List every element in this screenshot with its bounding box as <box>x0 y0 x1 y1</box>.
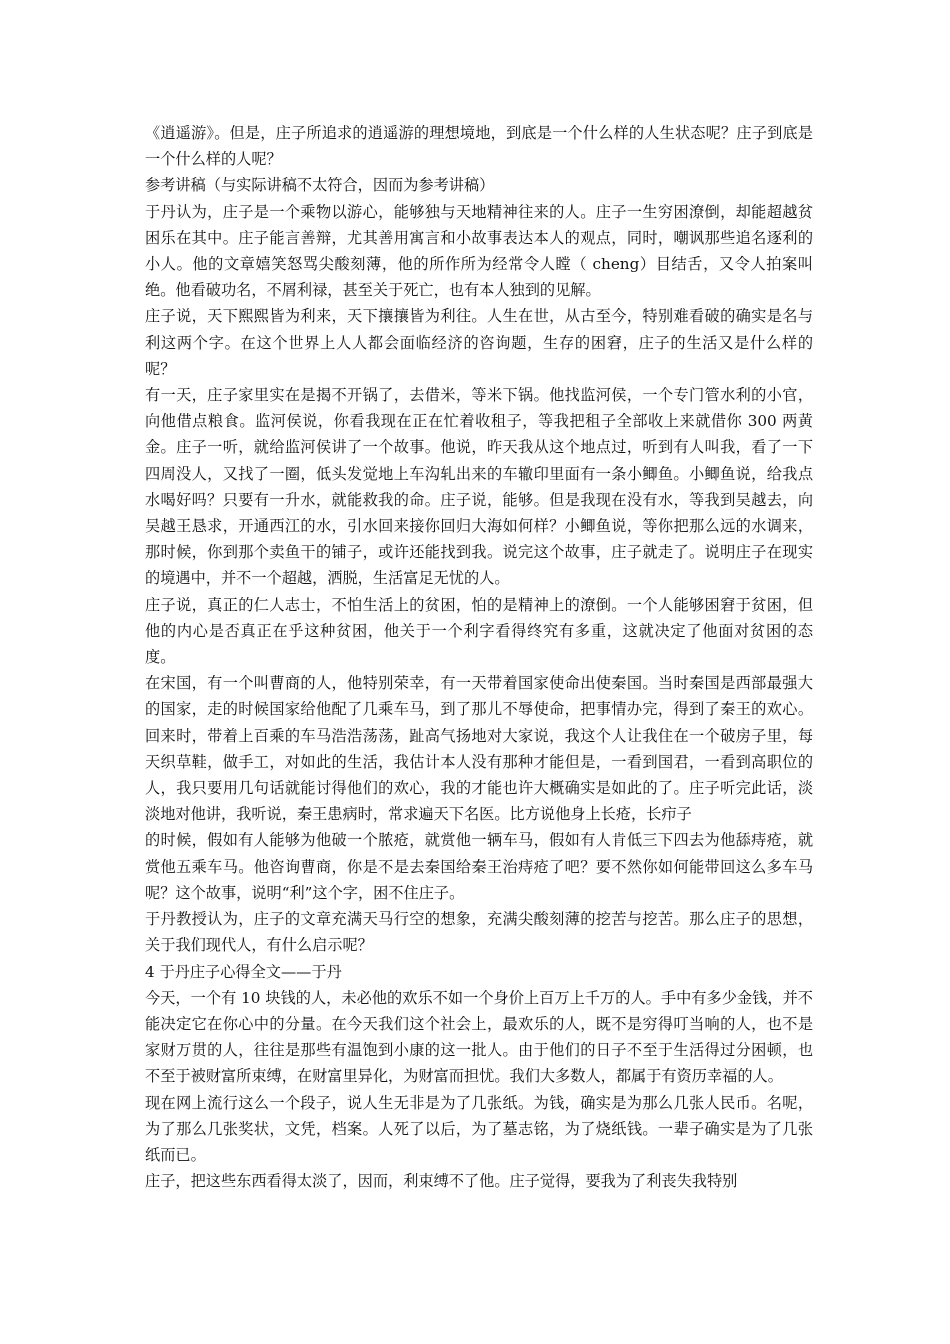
document-body <box>145 120 813 1194</box>
paragraph-fame-and-profit: 庄子说，天下熙熙皆为利来，天下攘攘皆为利往。人生在世，从古至今，特别难看破的确实是名与利这两个字。在这个世界上人人都会面临经济的咨询题，生存的困窘，庄子的生活又是什么样的呢？ <box>145 307 813 378</box>
paragraph-reference-note: 参考讲稿（与实际讲稿不太符合，因而为参考讲稿） <box>145 176 495 195</box>
paragraph-modern-inspiration: 于丹教授认为，庄子的文章充满天马行空的想象，充满尖酸刻薄的挖苦与挖苦。那么庄子的思想，关于我们现代人，有什么启示呢？ <box>145 910 813 955</box>
paragraph-cao-shang-story: 在宋国，有一个叫曹商的人，他特别荣幸，有一天带着国家使命出使秦国。当时秦国是西部最强大的国家，走的时候国家给他配了几乘车马，到了那儿不辱使命，把事情办完，得到了秦王的欢心。回来时，带着上百乘的车马浩浩荡荡，趾高气扬地对大家说，我这个人让我住在一个破房子里，每天织草鞋，做手工，对如此的生活，我估计本人没有那种才能但是，一看到国君，一看到高职位的人，我只要用几句话就能讨得他们的欢心，我的才能也许大概确实是如此的了。庄子听完此话，淡淡地对他讲，我听说，秦王患病时，常求遍天下名医。比方说他身上长疮，长疖子 <box>145 674 813 824</box>
paragraph-cao-shang-continued: 的时候，假如有人能够为他破一个脓疮，就赏他一辆车马，假如有人肯低三下四去为他舔痔疮，就赏他五乘车马。他咨询曹商，你是不是去秦国给秦王治痔疮了吧？要不然你如何能带回这么多车马呢？这个故事，说明“利”这个字，困不住庄子。 <box>145 831 813 902</box>
paragraph-pieces-of-paper: 现在网上流行这么一个段子，说人生无非是为了几张纸。为钱，确实是为那么几张人民币。名呢，为了那么几张奖状，文凭，档案。人死了以后，为了墓志铭，为了烧纸钱。一辈子确实是为了几张纸而已。 <box>145 1093 813 1164</box>
paragraph-happiness-and-money: 今天，一个有 10 块钱的人，未必他的欢乐不如一个身价上百万上千万的人。手中有多少金钱，并不能决定它在你心中的分量。在今天我们这个社会上，最欢乐的人，既不是穷得叮当响的人，也不是家财万贯的人，往往是那些有温饱到小康的这一批人。由于他们的日子不至于生活得过分困顿，也不至于被财富所束缚，在财富里异化，为财富而担忧。我们大多数人，都属于有资历幸福的人。 <box>145 988 813 1086</box>
paragraph-profit-cannot-bind: 庄子，把这些东西看得太淡了，因而，利束缚不了他。庄子觉得，要我为了利丧失我特别 <box>145 1172 738 1191</box>
section-heading: 4 于丹庄子心得全文——于丹 <box>145 962 342 981</box>
paragraph-zhuangzi-intro: 于丹认为，庄子是一个乘物以游心，能够独与天地精神往来的人。庄子一生穷困潦倒，却能超越贫困乐在其中。庄子能言善辩，尤其善用寓言和小故事表达本人的观点，同时，嘲讽那些追名逐利的小人。他的文章嬉笑怒骂尖酸刻薄，他的所作所为经常令人瞠（ cheng）目结舌，又令人拍案叫绝。他看破功名，不屑利禄，甚至关于死亡，也有本人独到的见解。 <box>145 202 813 300</box>
paragraph-poverty-attitude: 庄子说，真正的仁人志士，不怕生活上的贫困，怕的是精神上的潦倒。一个人能够困窘于贫困，但他的内心是否真正在乎这种贫困，他关于一个利字看得终究有多重，这就决定了他面对贫困的态度。 <box>145 595 813 667</box>
paragraph-borrowing-rice-story: 有一天，庄子家里实在是揭不开锅了，去借米，等米下锅。他找监河侯，一个专门管水利的小官，向他借点粮食。监河侯说，你看我现在正在忙着收租子，等我把租子全部收上来就借你 300 两黄金。庄子一听，就给监河侯讲了一个故事。他说，昨天我从这个地点过，听到有人叫我，看了一下四周没人，又找了一圈，低头发觉地上车沟轧出来的车辙印里面有一条小鲫鱼。小鲫鱼说，给我点水喝好吗？只要有一升水，就能救我的命。庄子说，能够。但是我现在没有水，等我到吴越去，向吴越王恳求，开通西江的水，引水回来接你回归大海如何样？小鲫鱼说，等你把那么远的水调来，那时候，你到那个卖鱼干的铺子，或许还能找到我。说完这个故事，庄子就走了。说明庄子在现实的境遇中，并不一个超越，洒脱，生活富足无忧的人。 <box>145 386 813 588</box>
paragraph-xiaoyaoyou-question: 《逍遥游》。但是，庄子所追求的逍遥游的理想境地，到底是一个什么样的人生状态呢？庄子到底是一个什么样的人呢？ <box>145 124 813 169</box>
